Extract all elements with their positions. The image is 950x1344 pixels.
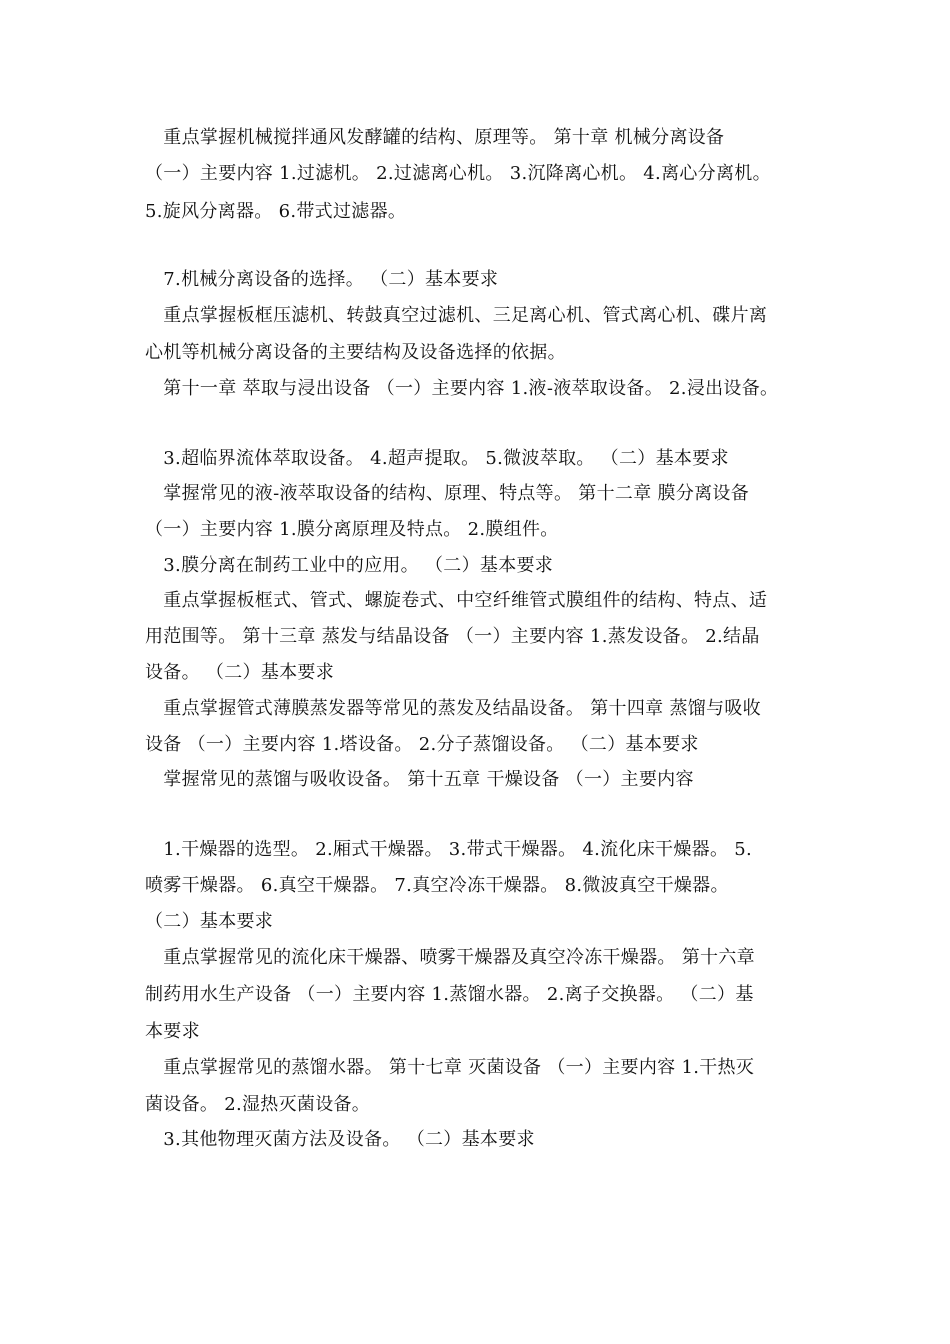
text-line: 喷雾干燥器。 6.真空干燥器。 7.真空冷冻干燥器。 8.微波真空干燥器。 xyxy=(145,875,729,896)
text-line: 制药用水生产设备 （一）主要内容 1.蒸馏水器。 2.离子交换器。 （二）基 xyxy=(145,984,754,1005)
text-line: 本要求 xyxy=(145,1021,200,1042)
text-line: 重点掌握板框压滤机、转鼓真空过滤机、三足离心机、管式离心机、碟片离 xyxy=(145,305,768,326)
text-line: 重点掌握常见的蒸馏水器。 第十七章 灭菌设备 （一）主要内容 1.干热灭 xyxy=(145,1057,755,1078)
text-line: 菌设备。 2.湿热灭菌设备。 xyxy=(145,1094,371,1115)
text-line: 7.机械分离设备的选择。 （二）基本要求 xyxy=(145,269,499,290)
text-line: 心机等机械分离设备的主要结构及设备选择的依据。 xyxy=(145,342,566,363)
text-line: 重点掌握管式薄膜蒸发器等常见的蒸发及结晶设备。 第十四章 蒸馏与吸收 xyxy=(145,698,761,719)
text-line: 用范围等。 第十三章 蒸发与结晶设备 （一）主要内容 1.蒸发设备。 2.结晶 xyxy=(145,626,760,647)
text-line: 5.旋风分离器。 6.带式过滤器。 xyxy=(145,201,407,222)
text-line: 掌握常见的蒸馏与吸收设备。 第十五章 干燥设备 （一）主要内容 xyxy=(145,769,694,790)
text-line: 重点掌握机械搅拌通风发酵罐的结构、原理等。 第十章 机械分离设备 xyxy=(145,127,725,148)
text-line: 1.干燥器的选型。 2.厢式干燥器。 3.带式干燥器。 4.流化床干燥器。 5. xyxy=(145,839,753,860)
text-line: 设备。 （二）基本要求 xyxy=(145,662,335,683)
text-line: 3.超临界流体萃取设备。 4.超声提取。 5.微波萃取。 （二）基本要求 xyxy=(145,448,729,469)
text-line: 重点掌握常见的流化床干燥器、喷雾干燥器及真空冷冻干燥器。 第十六章 xyxy=(145,947,755,968)
text-line: 重点掌握板框式、管式、螺旋卷式、中空纤维管式膜组件的结构、特点、适 xyxy=(145,590,768,611)
text-line: （一）主要内容 1.过滤机。 2.过滤离心机。 3.沉降离心机。 4.离心分离机。 xyxy=(145,163,771,184)
text-line: 掌握常见的液-液萃取设备的结构、原理、特点等。 第十二章 膜分离设备 xyxy=(145,483,750,504)
text-line: （一）主要内容 1.膜分离原理及特点。 2.膜组件。 xyxy=(145,519,559,540)
text-line: 3.膜分离在制药工业中的应用。 （二）基本要求 xyxy=(145,555,554,576)
text-line: 3.其他物理灭菌方法及设备。 （二）基本要求 xyxy=(145,1129,535,1150)
text-line: （二）基本要求 xyxy=(145,911,274,932)
text-line: 设备 （一）主要内容 1.塔设备。 2.分子蒸馏设备。 （二）基本要求 xyxy=(145,734,699,755)
text-line: 第十一章 萃取与浸出设备 （一）主要内容 1.液-液萃取设备。 2.浸出设备。 xyxy=(145,378,779,399)
